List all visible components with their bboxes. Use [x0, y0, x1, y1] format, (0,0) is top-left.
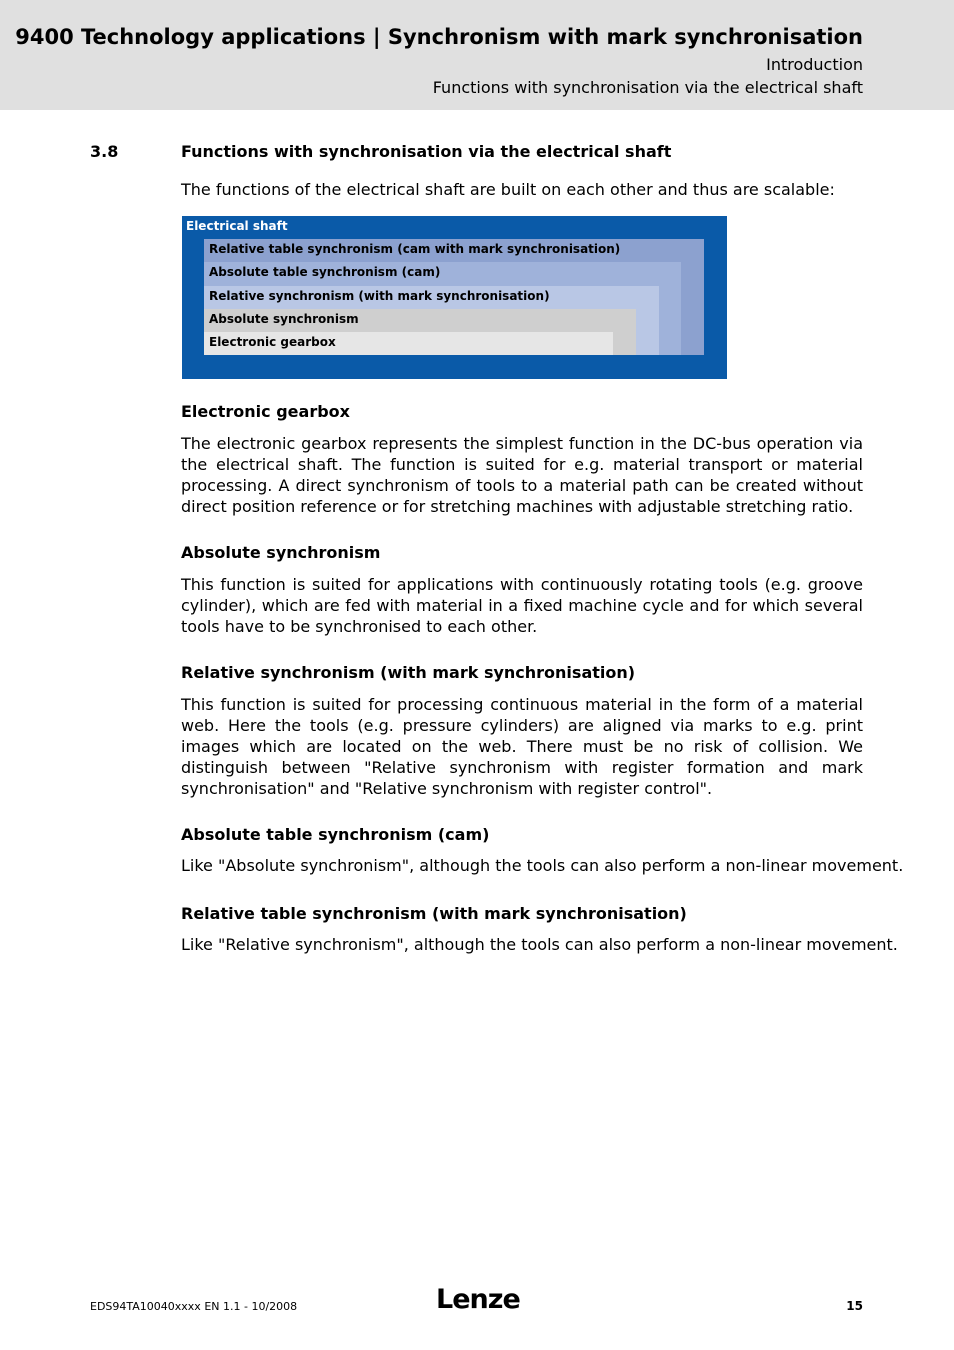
subsection-heading: Absolute table synchronism (cam) [181, 825, 490, 844]
section-title: Functions with synchronisation via the electrical shaft [181, 142, 672, 161]
layer-label: Absolute table synchronism (cam) [209, 265, 441, 279]
layer-label: Relative table synchronism (cam with mark synchronisation) [209, 242, 621, 256]
header-chapter: Introduction [766, 55, 863, 74]
subsection-text: Like "Absolute synchronism", although the tools can also perform a non-linear movement. [181, 856, 904, 875]
footer-document-id: EDS94TA10040xxxx EN 1.1 - 10/2008 [90, 1300, 298, 1313]
header-section: Functions with synchronisation via the electrical shaft [432, 78, 863, 97]
subsection-text: Like "Relative synchronism", although the tools can also perform a non-linear movement. [181, 935, 898, 954]
subsection-heading: Absolute synchronism [181, 543, 381, 562]
page-number: 15 [846, 1299, 863, 1313]
subsection-text: This function is suited for processing continuous material in the form of a material web. Here the tools (e.g. pressure cylinders) are aligned via marks to e.g. print images which are located on the web. There must be no risk of collision. We distinguish between "Relative synchronism with register formation and mark synchronisation" and "Relative synchronism with register control". [181, 695, 863, 798]
layer-label: Electronic gearbox [209, 335, 336, 349]
subsection-text: The electronic gearbox represents the simplest function in the DC-bus operation via the electrical shaft. The function is suited for e.g. material transport or material processing. A direct synchronism of tools to a material path can be created without direct position reference or for stretching machines with adjustable stretching ratio. [181, 434, 863, 516]
layer-label: Absolute synchronism [209, 312, 359, 326]
subsection-heading: Relative table synchronism (with mark synchronisation) [181, 904, 687, 923]
layer-electronic-gearbox [204, 332, 613, 355]
diagram-title: Electrical shaft [186, 219, 288, 233]
header-title: 9400 Technology applications | Synchronism with mark synchronisation [15, 25, 863, 49]
electrical-shaft-diagram [182, 216, 727, 379]
layer-label: Relative synchronism (with mark synchronisation) [209, 289, 550, 303]
section-intro: The functions of the electrical shaft are built on each other and thus are scalable: [181, 180, 835, 199]
subsection-heading: Electronic gearbox [181, 402, 350, 421]
subsection-heading: Relative synchronism (with mark synchronisation) [181, 663, 636, 682]
section-number: 3.8 [90, 142, 119, 161]
page-header [0, 0, 954, 110]
subsection-text: This function is suited for applications with continuously rotating tools (e.g. groove cylinder), which are fed with material in a fixed machine cycle and for which several tools have to be synchronised to each other. [181, 575, 863, 636]
lenze-logo: Lenze [436, 1284, 520, 1315]
